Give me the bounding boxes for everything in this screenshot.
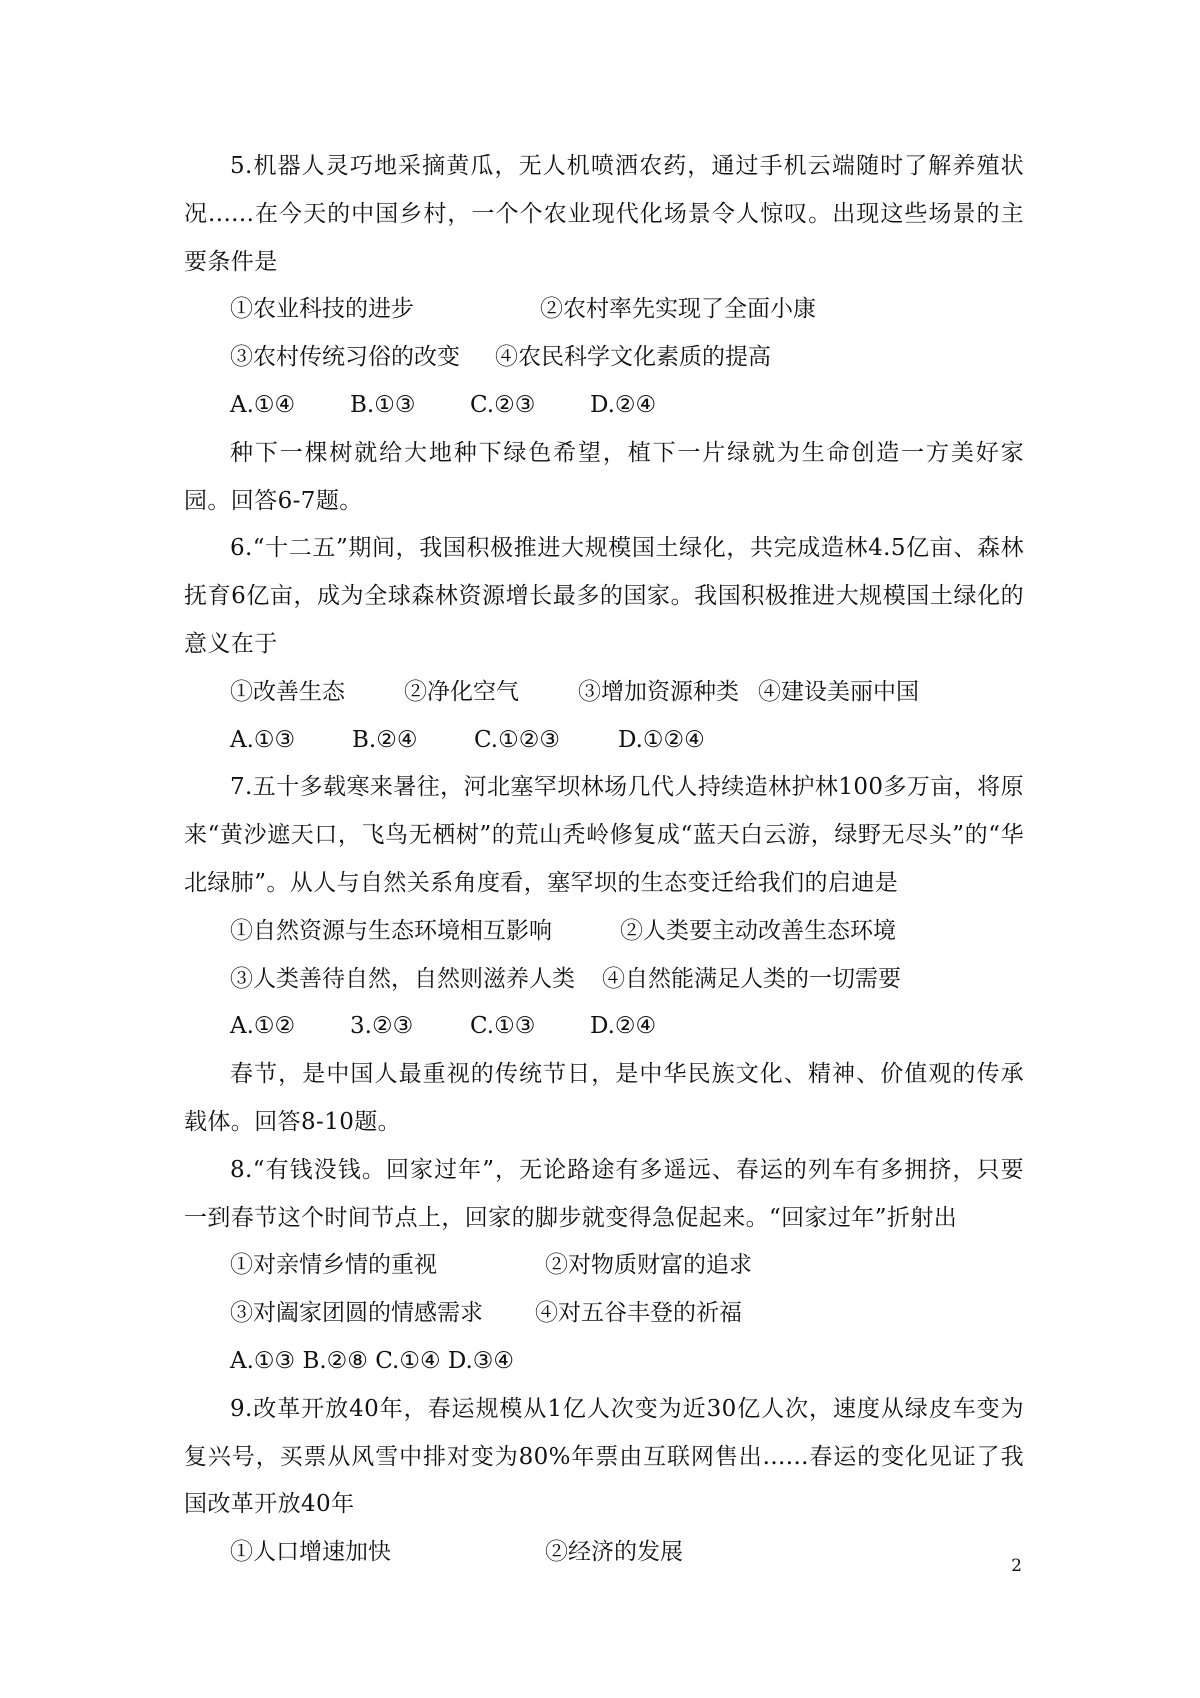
- answer-d: D.②④: [590, 1013, 657, 1040]
- option-2: ②经济的发展: [545, 1539, 683, 1566]
- option-3: ③农村传统习俗的改变: [230, 344, 460, 371]
- question-9-stem: 9.改革开放40年，春运规模从1亿人次变为近30亿人次，速度从绿皮车变为复兴号，买票从风雪中排对变为80%年票由互联网售出......春运的变化见证了我国改革开放40年: [184, 1395, 1024, 1518]
- intro-questions-6-7: 种下一棵树就给大地种下绿色希望，植下一片绿就为生命创造一方美好家园。回答6-7题。: [184, 439, 1024, 514]
- question-7-options-row-2: [184, 956, 1024, 1004]
- option-2: ②人类要主动改善生态环境: [620, 917, 896, 944]
- answer-c: C.①③: [470, 1013, 536, 1040]
- intro-questions-8-10: 春节，是中国人最重视的传统节日，是中华民族文化、精神、价值观的传承载体。回答8-10题。: [184, 1061, 1024, 1135]
- question-7-answers: [184, 1003, 1024, 1051]
- question-7-options-row-1: [184, 908, 1024, 956]
- option-3: ③对阖家团圆的情感需求: [230, 1300, 483, 1327]
- option-1: ①改善生态: [230, 678, 345, 705]
- option-1: ①对亲情乡情的重视: [230, 1252, 437, 1279]
- option-2: ②农村率先实现了全面小康: [540, 296, 816, 323]
- answer-a: A.①②: [230, 1013, 296, 1040]
- option-1: ①人口增速加快: [230, 1539, 391, 1566]
- answer-c: C.②③: [470, 391, 536, 418]
- question-9-options-row-1: [184, 1529, 1024, 1577]
- question-8-options-row-1: [184, 1242, 1024, 1290]
- option-3: ③增加资源种类: [578, 678, 739, 705]
- exam-content: [184, 143, 1024, 1577]
- option-4: ④农民科学文化素质的提高: [495, 344, 771, 371]
- page-number: 2: [1011, 1556, 1022, 1576]
- question-6-answers: [184, 717, 1024, 765]
- question-6-stem: 6.“十二五”期间，我国积极推进大规模国土绿化，共完成造林4.5亿亩、森林抚育6亿亩，成为全球森林资源增长最多的国家。我国积极推进大规模国土绿化的意义在于: [184, 535, 1024, 657]
- option-3: ③人类善待自然，自然则滋养人类: [230, 965, 575, 992]
- option-4: ④自然能满足人类的一切需要: [602, 965, 901, 992]
- answer-c: C.①②③: [474, 726, 560, 753]
- answer-b: B.①③: [350, 391, 416, 418]
- question-5-answers: [184, 382, 1024, 430]
- answer-a: A.①④: [230, 391, 296, 418]
- option-4: ④建设美丽中国: [758, 678, 919, 705]
- option-1: ①自然资源与生态环境相互影响: [230, 917, 552, 944]
- option-2: ②净化空气: [404, 678, 519, 705]
- question-5-options-row-2: [184, 334, 1024, 382]
- question-5-options-row-1: [184, 286, 1024, 334]
- question-7-stem: 7.五十多载寒来暑往，河北塞罕坝林场几代人持续造林护林100多万亩，将原来“黄沙遮天口，飞鸟无栖树”的荒山秃岭修复成“蓝天白云游，绿野无尽头”的“华北绿肺”。从人与自然关系角度看，塞罕坝的生态变迁给我们的启迪是: [184, 774, 1024, 896]
- question-8-options-row-2: [184, 1290, 1024, 1338]
- answer-a: A.①③: [230, 726, 296, 753]
- answer-b: B.②④: [352, 726, 418, 753]
- option-2: ②对物质财富的追求: [545, 1252, 752, 1279]
- question-5-stem: 5.机器人灵巧地采摘黄瓜，无人机喷洒农药，通过手机云端随时了解养殖状况......在今天的中国乡村，一个个农业现代化场景令人惊叹。出现这些场景的主要条件是: [184, 153, 1024, 275]
- question-6-options: [184, 669, 1024, 717]
- question-8-answers: A.①③ B.②⑧ C.①④ D.③④: [230, 1347, 515, 1374]
- option-1: ①农业科技的进步: [230, 296, 414, 323]
- option-4: ④对五谷丰登的祈福: [535, 1300, 742, 1327]
- question-8-stem: 8.“有钱没钱。回家过年”，无论路途有多遥远、春运的列车有多拥挤，只要一到春节这个时间节点上，回家的脚步就变得急促起来。“回家过年”折射出: [184, 1156, 1024, 1231]
- answer-d: D.①②④: [618, 726, 705, 753]
- answer-d: D.②④: [590, 391, 657, 418]
- answer-b: 3.②③: [350, 1013, 414, 1040]
